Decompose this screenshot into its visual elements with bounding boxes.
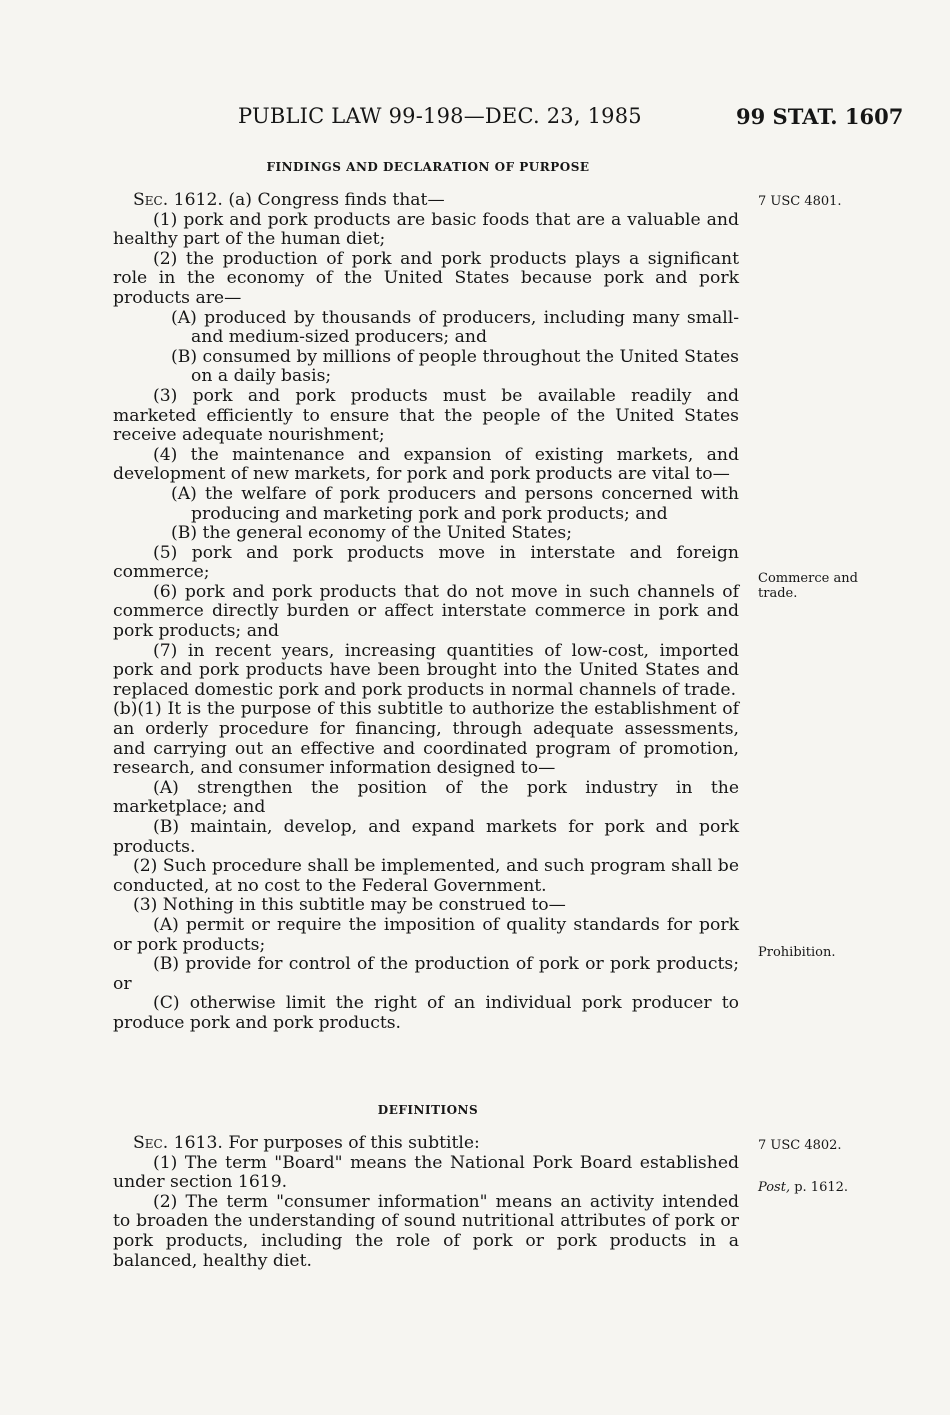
purpose-b1-a: (A) strengthen the position of the pork industry in the marketplace; and <box>113 777 739 818</box>
section-1613-intro: Sec. 1613. For purposes of this subtitle: <box>133 1133 480 1153</box>
finding-4-b: (B) the general economy of the United States; <box>171 523 572 544</box>
section-1612-intro: Sec. 1612. (a) Congress finds that— <box>133 190 445 210</box>
finding-3: (3) pork and pork products must be available readily and marketed efficiently to ensure that the people of the United States receive adequate nourishment; <box>113 385 739 446</box>
purpose-b3-a: (A) permit or require the imposition of quality standards for pork or pork products; <box>113 914 739 955</box>
findings-heading: FINDINGS AND DECLARATION OF PURPOSE <box>266 160 590 174</box>
purpose-b2: (2) Such procedure shall be implemented, and such program shall be conducted, at no cost to the Federal Government. <box>113 856 739 896</box>
finding-7: (7) in recent years, increasing quantities of low-cost, imported pork and pork products have been brought into the United States and replaced domestic pork and pork products in normal channels of trade. <box>113 640 739 700</box>
definitions-heading: DEFINITIONS <box>377 1103 479 1117</box>
purpose-b1-b: (B) maintain, develop, and expand markets for pork and pork products. <box>113 817 739 857</box>
running-header: PUBLIC LAW 99-198—DEC. 23, 1985 <box>238 104 642 128</box>
margin-note-commerce: Commerce and trade. <box>758 571 858 601</box>
purpose-b1: (b)(1) It is the purpose of this subtitle to authorize the establishment of an orderly procedure for financing, through adequate assessments, and carrying out an effective and coordinated program of promotion, research, and consumer information designed to— <box>113 699 739 779</box>
definition-1: (1) The term "Board" means the National Pork Board established under section 1619. <box>113 1152 739 1193</box>
finding-6: (6) pork and pork products that do not move in such channels of commerce directly burden or affect interstate commerce in pork and pork products; and <box>113 581 739 642</box>
section-1612-body <box>113 191 739 1034</box>
finding-2-a: (A) produced by thousands of producers, including many small- and medium-sized producers; and <box>171 307 739 348</box>
margin-note-post: Post, p. 1612. <box>758 1180 849 1195</box>
finding-4-a: (A) the welfare of pork producers and persons concerned with producing and marketing pork and pork products; and <box>171 483 739 524</box>
finding-4: (4) the maintenance and expansion of existing markets, and development of new markets, for pork and pork products are vital to— <box>113 444 739 485</box>
margin-note-prohibition: Prohibition. <box>758 945 836 960</box>
purpose-b3: (3) Nothing in this subtitle may be construed to— <box>133 895 566 916</box>
margin-note-usc-4801: 7 USC 4801. <box>758 194 842 209</box>
purpose-b3-b: (B) provide for control of the production of pork or pork products; or <box>113 954 739 994</box>
statute-page-number: 99 STAT. 1607 <box>736 104 904 129</box>
definition-2: (2) The term "consumer information" means an activity intended to broaden the understanding of sound nutritional attributes of pork or pork products, including the role of pork or pork products in a balanced, healthy diet. <box>113 1191 739 1271</box>
sec-label: Sec. <box>133 1133 169 1153</box>
finding-1: (1) pork and pork products are basic foods that are a valuable and healthy part of the human diet; <box>113 209 739 250</box>
margin-note-usc-4802: 7 USC 4802. <box>758 1138 842 1153</box>
finding-2: (2) the production of pork and pork products plays a significant role in the economy of the United States because pork and pork products are— <box>113 248 739 308</box>
purpose-b3-c: (C) otherwise limit the right of an individual pork producer to produce pork and pork products. <box>113 993 739 1033</box>
section-1613-body <box>113 1134 739 1271</box>
finding-5: (5) pork and pork products move in interstate and foreign commerce; <box>113 542 739 583</box>
finding-2-b: (B) consumed by millions of people throughout the United States on a daily basis; <box>171 346 739 387</box>
sec-label: Sec. <box>133 190 169 210</box>
